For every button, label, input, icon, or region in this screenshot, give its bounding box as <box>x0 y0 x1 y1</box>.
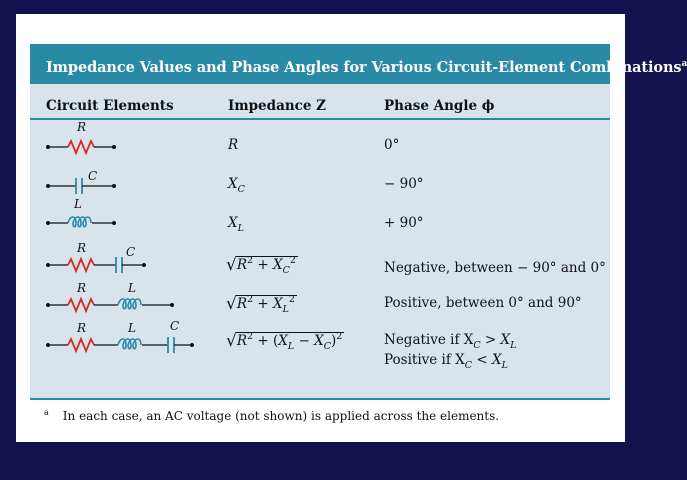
label-r-4: R <box>77 241 87 255</box>
impedance-rc: $√R^2 + X_C^2$ <box>226 255 296 276</box>
impedance-r: R <box>228 137 239 153</box>
header-phase-angle: Phase Angle ϕ <box>384 98 495 114</box>
title-footnote-mark: a <box>681 59 687 69</box>
phase-rc: Negative, between − 90° and 0° <box>384 260 606 276</box>
label-c-6: C <box>170 319 180 333</box>
circuit-rc <box>48 257 144 273</box>
impedance-rlc: $√R^2 + (X_L - X_C)^2$ <box>226 331 343 352</box>
header-impedance: Impedance Z <box>228 98 326 114</box>
header-rule <box>30 118 610 120</box>
circuit-rl <box>48 299 172 311</box>
circuit-inductor <box>48 217 114 227</box>
label-l-6: L <box>128 321 136 335</box>
phase-rlc-positive: Positive if $X_C < X_L$ <box>384 352 508 371</box>
bottom-rule <box>30 398 610 400</box>
circuit-rlc <box>48 337 192 353</box>
label-l-3: L <box>74 197 82 211</box>
circuit-diagrams <box>46 122 226 392</box>
impedance-l: $X_L$ <box>228 215 244 234</box>
footnote: $^a$ In each case, an AC voltage (not shown) is applied across the elements. <box>44 408 500 423</box>
slide <box>16 14 687 442</box>
phase-rlc-negative: Negative if $X_C > X_L$ <box>384 332 517 351</box>
phase-r: 0° <box>384 137 400 153</box>
label-c-4: C <box>126 245 136 259</box>
impedance-c: $X_C$ <box>228 176 245 195</box>
label-l-5: L <box>128 281 136 295</box>
label-r-1: R <box>77 120 87 134</box>
circuit-resistor <box>48 141 114 153</box>
impedance-rl: $√R^2 + X_L^2$ <box>226 294 295 315</box>
label-r-6: R <box>77 321 87 335</box>
label-r-5: R <box>77 281 87 295</box>
phase-l: + 90° <box>384 215 424 231</box>
circuit-capacitor <box>48 178 114 194</box>
header-circuit-elements: Circuit Elements <box>46 98 174 114</box>
label-c-2: C <box>88 169 98 183</box>
phase-c: − 90° <box>384 176 424 192</box>
table-title: Impedance Values and Phase Angles for Various Circuit-Element Combinations$^a$ <box>30 44 610 84</box>
phase-rl: Positive, between 0° and 90° <box>384 295 582 311</box>
